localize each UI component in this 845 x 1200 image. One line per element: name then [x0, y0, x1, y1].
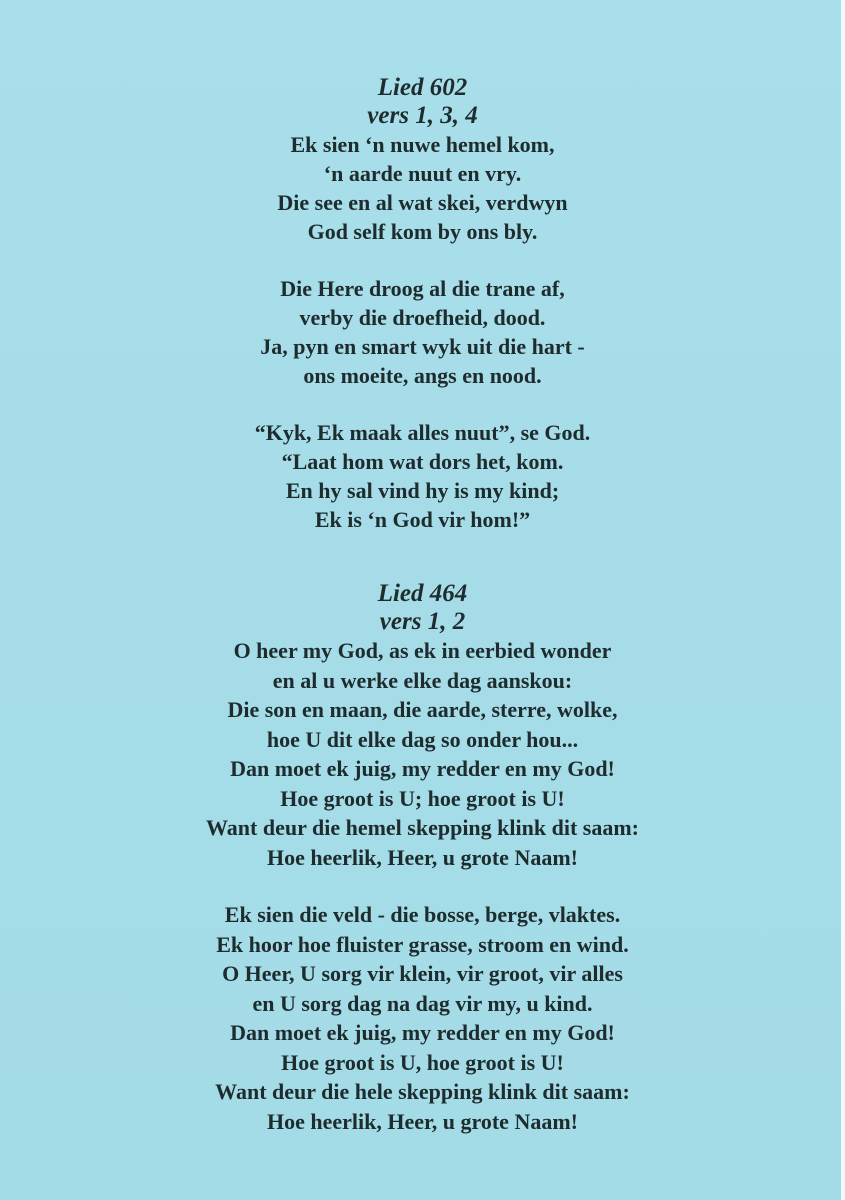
song-verses-reference: vers 1, 3, 4: [367, 102, 478, 129]
lyric-line: en al u werke elke dag aanskou:: [272, 667, 573, 693]
lyric-line: En hy sal vind hy is my kind;: [285, 478, 560, 503]
paper-edge: [841, 0, 845, 1200]
song-title: Lied 602: [377, 74, 468, 101]
lyric-line: Ek sien ‘n nuwe hemel kom,: [290, 132, 555, 157]
lyric-line: Die Here droog al die trane af,: [280, 276, 565, 301]
song-verses-reference: vers 1, 2: [379, 608, 466, 635]
lyric-line: en U sorg dag na dag vir my, u kind.: [252, 990, 593, 1016]
song-title: Lied 464: [377, 580, 468, 607]
lyric-line: Ja, pyn en smart wyk uit die hart -: [260, 334, 585, 359]
stanza-3: [0, 418, 845, 534]
stanza-2: [0, 900, 845, 1136]
lyric-line: Die see en al wat skei, verdwyn: [277, 190, 568, 215]
lyric-line: hoe U dit elke dag so onder hou...: [266, 726, 579, 752]
stanza-2: [0, 274, 845, 390]
lyric-line: “Kyk, Ek maak alles nuut”, se God.: [254, 420, 591, 445]
lyric-line: Hoe groot is U, hoe groot is U!: [281, 1049, 564, 1075]
stanza-1: [0, 636, 845, 872]
lyric-line: Hoe heerlik, Heer, u grote Naam!: [267, 844, 578, 870]
lyric-line: Want deur die hemel skepping klink dit saam:: [206, 815, 639, 840]
lyric-line: ons moeite, angs en nood.: [303, 363, 542, 388]
lyric-line: Dan moet ek juig, my redder en my God!: [230, 1020, 615, 1045]
lyric-line: Hoe groot is U; hoe groot is U!: [280, 785, 565, 811]
lyric-line: God self kom by ons bly.: [307, 219, 538, 244]
lyric-line: Ek hoor hoe fluister grasse, stroom en wind.: [216, 931, 629, 957]
lyric-line: verby die droefheid, dood.: [299, 305, 546, 330]
lyric-line: ‘n aarde nuut en vry.: [323, 161, 522, 186]
lyric-line: Dan moet ek juig, my redder en my God!: [230, 756, 615, 781]
lyric-line: Hoe heerlik, Heer, u grote Naam!: [267, 1108, 578, 1134]
stanza-1: [0, 130, 845, 246]
lyric-line: Ek is ‘n God vir hom!”: [314, 507, 531, 532]
lyric-line: Die son en maan, die aarde, sterre, wolke,: [227, 697, 618, 722]
lyric-line: O Heer, U sorg vir klein, vir groot, vir alles: [222, 961, 623, 986]
lyric-line: “Laat hom wat dors het, kom.: [281, 449, 564, 474]
lyric-line: Want deur die hele skepping klink dit saam:: [215, 1079, 630, 1104]
song-lied-464: [0, 580, 845, 1136]
song-lied-602: [0, 74, 845, 534]
lyric-line: O heer my God, as ek in eerbied wonder: [233, 638, 612, 663]
lyric-line: Ek sien die veld - die bosse, berge, vlaktes.: [224, 902, 621, 927]
